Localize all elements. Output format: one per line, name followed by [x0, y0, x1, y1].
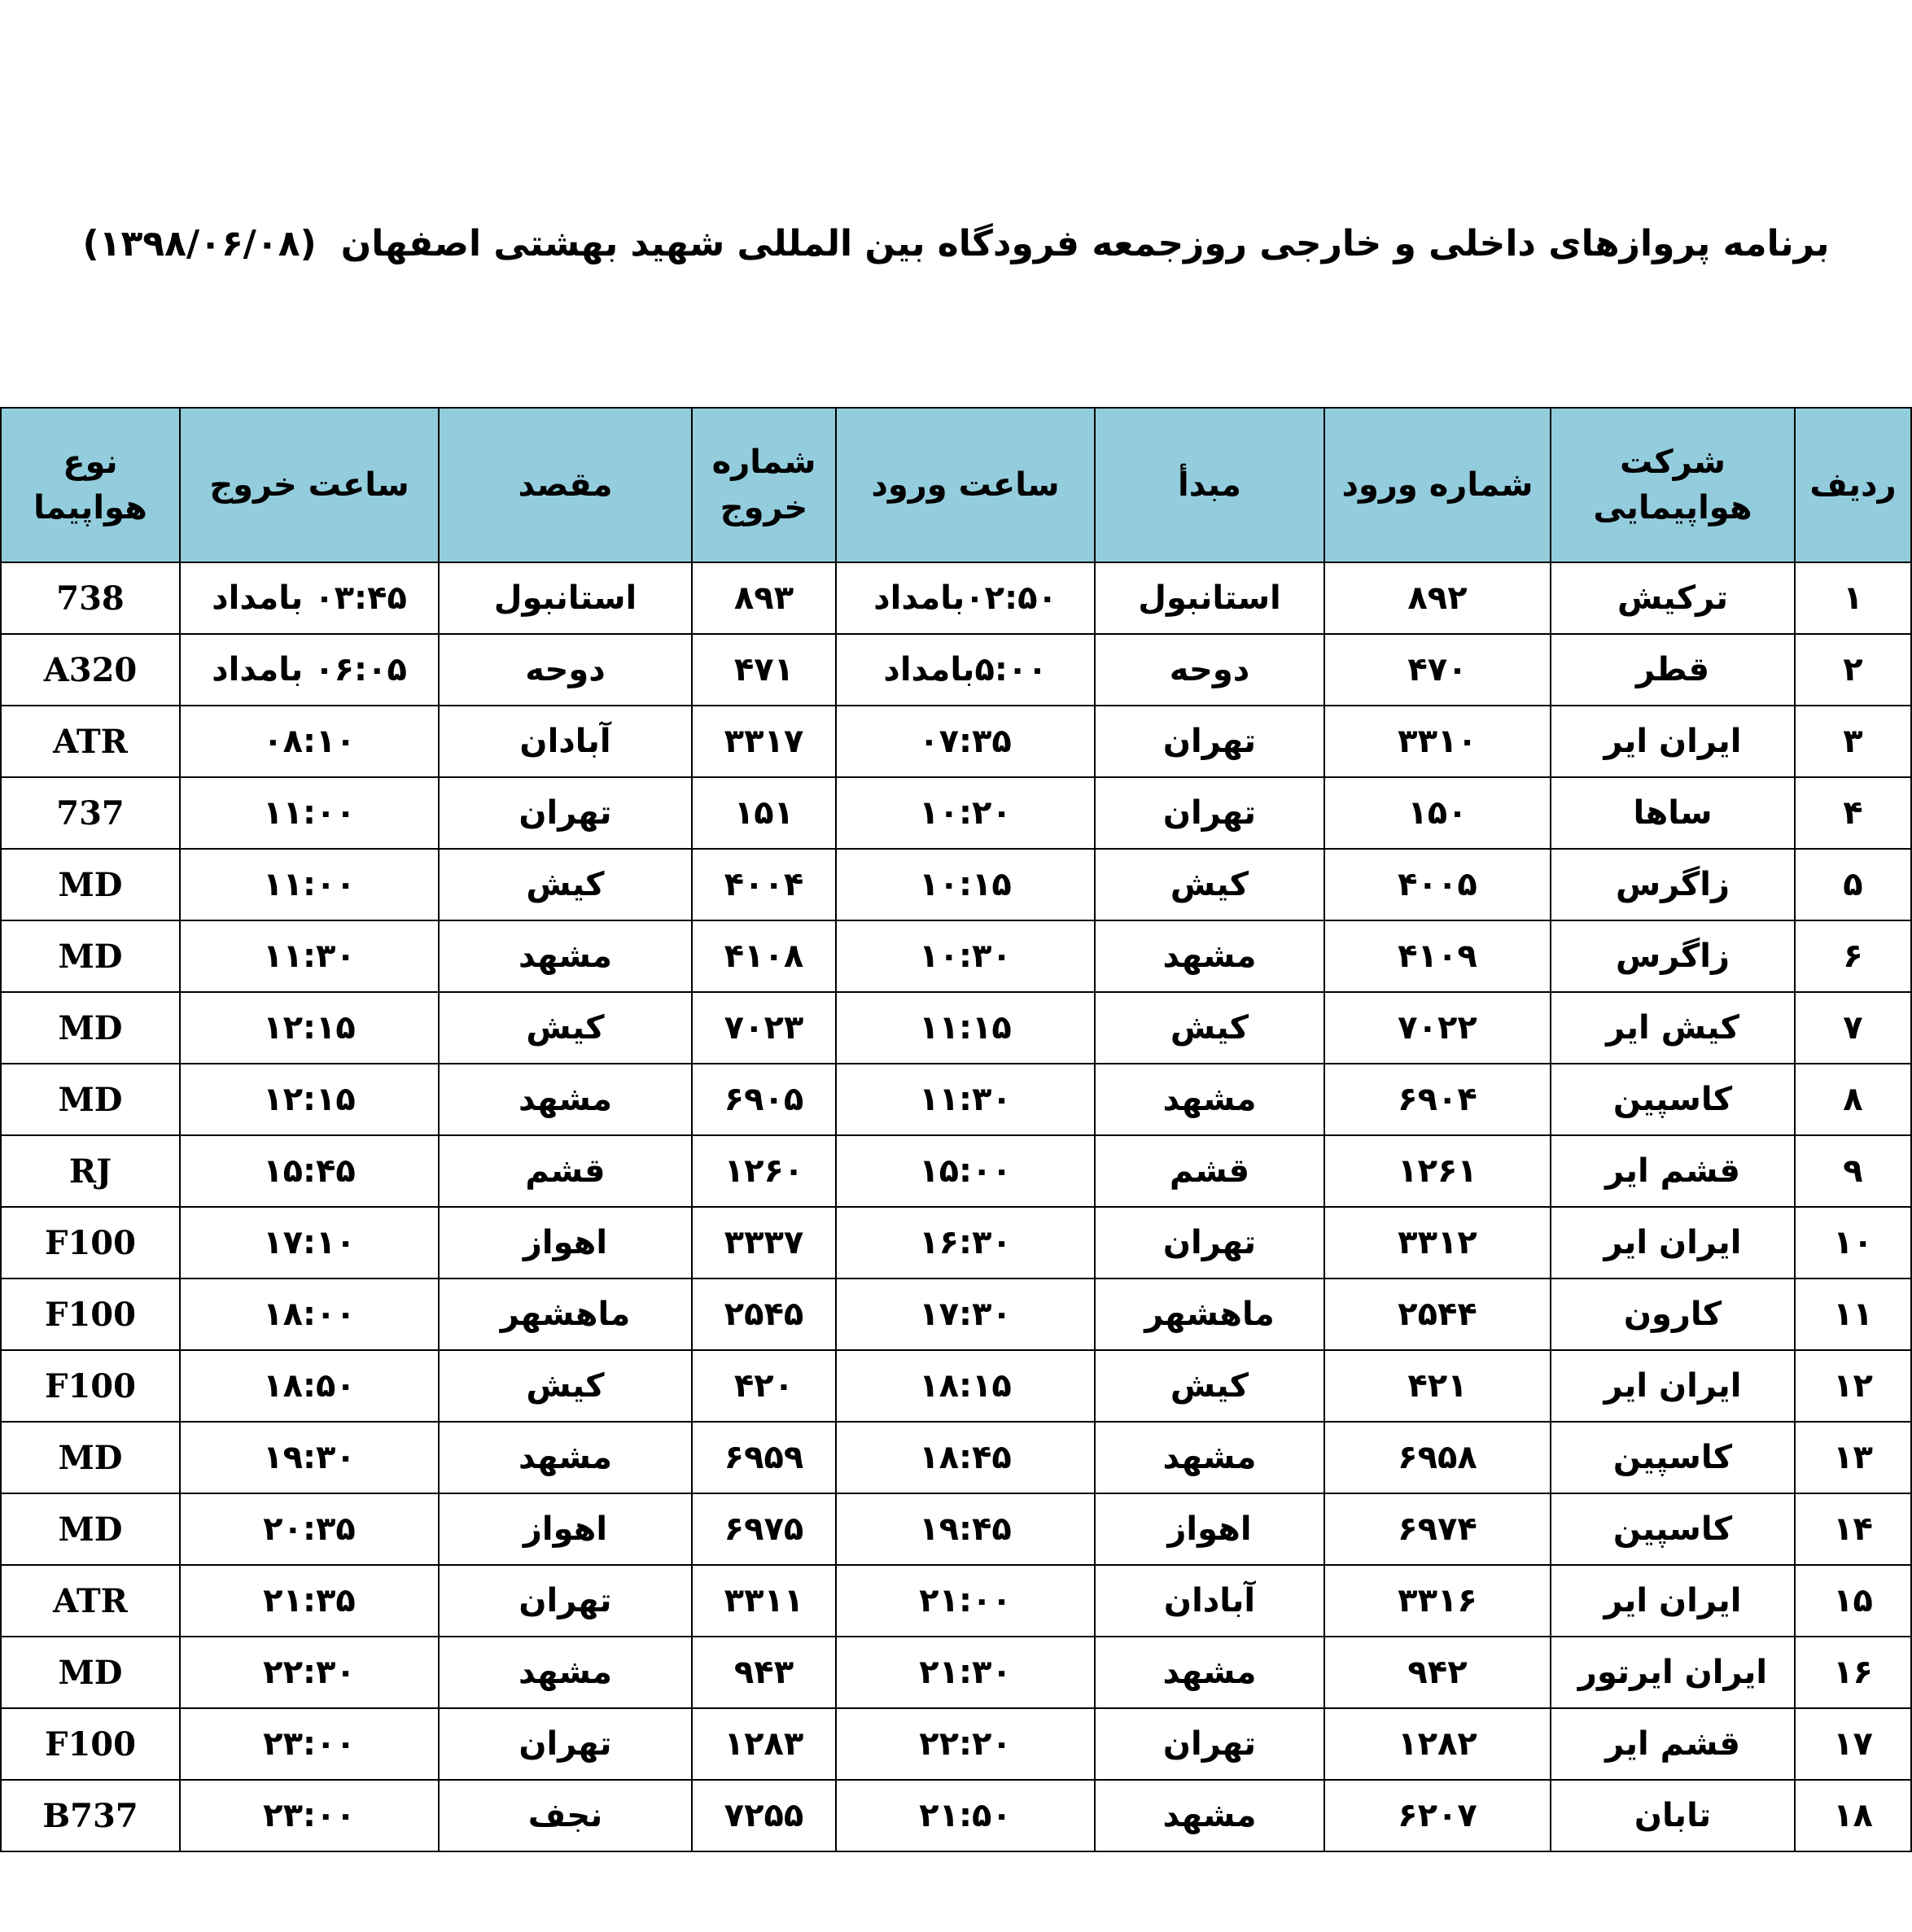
page-title — [0, 212, 1912, 277]
cell-aircraft-type: MD — [1, 1637, 180, 1708]
table-row — [1, 777, 1911, 849]
cell-departure-number: ۱۲۶۰ — [692, 1135, 836, 1207]
cell-destination: کیش — [439, 992, 692, 1064]
cell-departure-time: ۱۱:۰۰ — [180, 777, 439, 849]
cell-row-number: ۶ — [1795, 920, 1911, 992]
cell-destination: کیش — [439, 849, 692, 920]
cell-row-number: ۲ — [1795, 634, 1911, 706]
cell-airline: کارون — [1551, 1279, 1795, 1350]
table-row — [1, 562, 1911, 634]
cell-arrival-number: ۱۲۶۱ — [1324, 1135, 1551, 1207]
cell-origin: ماهشهر — [1095, 1279, 1324, 1350]
cell-destination: تهران — [439, 1565, 692, 1637]
cell-arrival-time: ۱۸:۱۵ — [836, 1350, 1095, 1422]
table-row — [1, 992, 1911, 1064]
cell-departure-time: ۱۸:۵۰ — [180, 1350, 439, 1422]
cell-destination: کیش — [439, 1350, 692, 1422]
cell-row-number: ۳ — [1795, 706, 1911, 777]
cell-row-number: ۴ — [1795, 777, 1911, 849]
cell-origin: مشهد — [1095, 1637, 1324, 1708]
cell-departure-time: ۰۳:۴۵ بامداد — [180, 562, 439, 634]
cell-aircraft-type: RJ — [1, 1135, 180, 1207]
header-arrival-time: ساعت ورود — [836, 408, 1095, 562]
cell-destination: دوحه — [439, 634, 692, 706]
cell-row-number: ۱۲ — [1795, 1350, 1911, 1422]
cell-row-number: ۱ — [1795, 562, 1911, 634]
cell-row-number: ۱۳ — [1795, 1422, 1911, 1493]
cell-row-number: ۱۷ — [1795, 1708, 1911, 1780]
cell-aircraft-type: 738 — [1, 562, 180, 634]
cell-row-number: ۷ — [1795, 992, 1911, 1064]
cell-departure-number: ۳۳۱۱ — [692, 1565, 836, 1637]
table-header-row — [1, 408, 1911, 562]
cell-aircraft-type: F100 — [1, 1708, 180, 1780]
table-row — [1, 1493, 1911, 1565]
cell-arrival-number: ۱۲۸۲ — [1324, 1708, 1551, 1780]
cell-aircraft-type: B737 — [1, 1780, 180, 1851]
table-body — [1, 562, 1911, 1851]
cell-departure-time: ۱۱:۰۰ — [180, 849, 439, 920]
cell-origin: کیش — [1095, 849, 1324, 920]
cell-origin: تهران — [1095, 777, 1324, 849]
cell-airline: قطر — [1551, 634, 1795, 706]
cell-row-number: ۹ — [1795, 1135, 1911, 1207]
cell-destination: نجف — [439, 1780, 692, 1851]
cell-departure-number: ۶۹۰۵ — [692, 1064, 836, 1135]
cell-departure-number: ۸۹۳ — [692, 562, 836, 634]
table-row — [1, 1422, 1911, 1493]
table-row — [1, 849, 1911, 920]
cell-destination: اهواز — [439, 1493, 692, 1565]
cell-arrival-number: ۴۷۰ — [1324, 634, 1551, 706]
cell-arrival-number: ۲۵۴۴ — [1324, 1279, 1551, 1350]
table-row — [1, 634, 1911, 706]
cell-aircraft-type: MD — [1, 1422, 180, 1493]
cell-arrival-time: ۱۰:۲۰ — [836, 777, 1095, 849]
cell-arrival-time: ۰۷:۳۵ — [836, 706, 1095, 777]
cell-departure-time: ۰۶:۰۵ بامداد — [180, 634, 439, 706]
cell-origin: دوحه — [1095, 634, 1324, 706]
cell-departure-number: ۴۱۰۸ — [692, 920, 836, 992]
cell-departure-time: ۱۲:۱۵ — [180, 1064, 439, 1135]
cell-airline: ایران ایرتور — [1551, 1637, 1795, 1708]
cell-origin: تهران — [1095, 706, 1324, 777]
cell-airline: ایران ایر — [1551, 1350, 1795, 1422]
cell-aircraft-type: A320 — [1, 634, 180, 706]
cell-arrival-time: ۱۵:۰۰ — [836, 1135, 1095, 1207]
cell-airline: قشم ایر — [1551, 1708, 1795, 1780]
header-row-number: ردیف — [1795, 408, 1911, 562]
cell-departure-number: ۴۷۱ — [692, 634, 836, 706]
cell-arrival-number: ۸۹۲ — [1324, 562, 1551, 634]
cell-origin: مشهد — [1095, 1780, 1324, 1851]
cell-departure-time: ۱۲:۱۵ — [180, 992, 439, 1064]
cell-arrival-number: ۶۹۰۴ — [1324, 1064, 1551, 1135]
cell-airline: کیش ایر — [1551, 992, 1795, 1064]
cell-row-number: ۵ — [1795, 849, 1911, 920]
cell-arrival-number: ۶۹۵۸ — [1324, 1422, 1551, 1493]
cell-aircraft-type: MD — [1, 1493, 180, 1565]
cell-row-number: ۱۰ — [1795, 1207, 1911, 1279]
cell-destination: ماهشهر — [439, 1279, 692, 1350]
cell-aircraft-type: MD — [1, 992, 180, 1064]
cell-departure-time: ۲۳:۰۰ — [180, 1708, 439, 1780]
table-row — [1, 1279, 1911, 1350]
cell-aircraft-type: MD — [1, 849, 180, 920]
cell-arrival-number: ۴۱۰۹ — [1324, 920, 1551, 992]
cell-arrival-number: ۹۴۲ — [1324, 1637, 1551, 1708]
cell-departure-time: ۲۰:۳۵ — [180, 1493, 439, 1565]
cell-arrival-time: ۱۷:۳۰ — [836, 1279, 1095, 1350]
flight-schedule-table — [0, 407, 1912, 1852]
cell-departure-number: ۳۳۳۷ — [692, 1207, 836, 1279]
cell-airline: تابان — [1551, 1780, 1795, 1851]
header-arrival-number: شماره ورود — [1324, 408, 1551, 562]
header-origin: مبدأ — [1095, 408, 1324, 562]
cell-origin: استانبول — [1095, 562, 1324, 634]
cell-aircraft-type: MD — [1, 920, 180, 992]
cell-arrival-time: ۱۱:۱۵ — [836, 992, 1095, 1064]
cell-departure-time: ۰۸:۱۰ — [180, 706, 439, 777]
cell-departure-time: ۱۵:۴۵ — [180, 1135, 439, 1207]
header-departure-time: ساعت خروج — [180, 408, 439, 562]
cell-origin: مشهد — [1095, 1064, 1324, 1135]
cell-row-number: ۱۶ — [1795, 1637, 1911, 1708]
cell-arrival-number: ۳۳۱۲ — [1324, 1207, 1551, 1279]
cell-origin: تهران — [1095, 1207, 1324, 1279]
cell-departure-time: ۱۹:۳۰ — [180, 1422, 439, 1493]
cell-origin: مشهد — [1095, 920, 1324, 992]
cell-arrival-time: ۱۶:۳۰ — [836, 1207, 1095, 1279]
cell-airline: ساها — [1551, 777, 1795, 849]
cell-destination: اهواز — [439, 1207, 692, 1279]
table-row — [1, 1565, 1911, 1637]
cell-arrival-number: ۶۲۰۷ — [1324, 1780, 1551, 1851]
cell-departure-number: ۴۲۰ — [692, 1350, 836, 1422]
cell-row-number: ۸ — [1795, 1064, 1911, 1135]
cell-departure-time: ۲۲:۳۰ — [180, 1637, 439, 1708]
cell-origin: قشم — [1095, 1135, 1324, 1207]
table-row — [1, 706, 1911, 777]
cell-arrival-number: ۶۹۷۴ — [1324, 1493, 1551, 1565]
cell-destination: آبادان — [439, 706, 692, 777]
cell-airline: ایران ایر — [1551, 1207, 1795, 1279]
cell-departure-number: ۶۹۵۹ — [692, 1422, 836, 1493]
cell-airline: ترکیش — [1551, 562, 1795, 634]
cell-origin: تهران — [1095, 1708, 1324, 1780]
cell-departure-time: ۲۳:۰۰ — [180, 1780, 439, 1851]
cell-arrival-time: ۲۱:۰۰ — [836, 1565, 1095, 1637]
cell-arrival-number: ۷۰۲۲ — [1324, 992, 1551, 1064]
cell-row-number: ۱۸ — [1795, 1780, 1911, 1851]
cell-departure-number: ۷۲۵۵ — [692, 1780, 836, 1851]
cell-departure-number: ۷۰۲۳ — [692, 992, 836, 1064]
table-row — [1, 1637, 1911, 1708]
cell-departure-number: ۹۴۳ — [692, 1637, 836, 1708]
header-departure-number: شماره خروج — [692, 408, 836, 562]
cell-destination: استانبول — [439, 562, 692, 634]
cell-airline: کاسپین — [1551, 1422, 1795, 1493]
cell-arrival-time: ۱۹:۴۵ — [836, 1493, 1095, 1565]
cell-departure-number: ۱۲۸۳ — [692, 1708, 836, 1780]
cell-origin: کیش — [1095, 1350, 1324, 1422]
cell-aircraft-type: F100 — [1, 1279, 180, 1350]
cell-aircraft-type: ATR — [1, 1565, 180, 1637]
cell-arrival-time: ۵:۰۰بامداد — [836, 634, 1095, 706]
cell-arrival-time: ۲۲:۲۰ — [836, 1708, 1095, 1780]
cell-departure-time: ۱۷:۱۰ — [180, 1207, 439, 1279]
cell-arrival-time: ۲۱:۳۰ — [836, 1637, 1095, 1708]
cell-arrival-number: ۴۰۰۵ — [1324, 849, 1551, 920]
cell-arrival-time: ۱۱:۳۰ — [836, 1064, 1095, 1135]
cell-aircraft-type: F100 — [1, 1207, 180, 1279]
cell-arrival-number: ۳۳۱۶ — [1324, 1565, 1551, 1637]
table-row — [1, 1350, 1911, 1422]
cell-arrival-time: ۰۲:۵۰بامداد — [836, 562, 1095, 634]
cell-arrival-number: ۱۵۰ — [1324, 777, 1551, 849]
table-row — [1, 1207, 1911, 1279]
cell-departure-number: ۴۰۰۴ — [692, 849, 836, 920]
cell-aircraft-type: F100 — [1, 1350, 180, 1422]
cell-destination: تهران — [439, 777, 692, 849]
cell-destination: مشهد — [439, 1064, 692, 1135]
cell-origin: کیش — [1095, 992, 1324, 1064]
title-date: (۱۳۹۸/۰۶/۰۸) — [82, 223, 317, 264]
cell-departure-number: ۲۵۴۵ — [692, 1279, 836, 1350]
cell-destination: تهران — [439, 1708, 692, 1780]
cell-arrival-number: ۳۳۱۰ — [1324, 706, 1551, 777]
cell-departure-time: ۱۸:۰۰ — [180, 1279, 439, 1350]
table-row — [1, 1064, 1911, 1135]
cell-origin: آبادان — [1095, 1565, 1324, 1637]
cell-airline: کاسپین — [1551, 1064, 1795, 1135]
cell-destination: مشهد — [439, 920, 692, 992]
cell-departure-time: ۱۱:۳۰ — [180, 920, 439, 992]
cell-aircraft-type: MD — [1, 1064, 180, 1135]
cell-airline: زاگرس — [1551, 920, 1795, 992]
cell-airline: ایران ایر — [1551, 706, 1795, 777]
cell-destination: قشم — [439, 1135, 692, 1207]
cell-arrival-time: ۲۱:۵۰ — [836, 1780, 1095, 1851]
table-row — [1, 1708, 1911, 1780]
cell-airline: قشم ایر — [1551, 1135, 1795, 1207]
cell-departure-number: ۳۳۱۷ — [692, 706, 836, 777]
cell-airline: کاسپین — [1551, 1493, 1795, 1565]
header-airline: شرکت هواپیمایی — [1551, 408, 1795, 562]
cell-arrival-time: ۱۸:۴۵ — [836, 1422, 1095, 1493]
cell-arrival-time: ۱۰:۳۰ — [836, 920, 1095, 992]
cell-departure-number: ۶۹۷۵ — [692, 1493, 836, 1565]
cell-arrival-time: ۱۰:۱۵ — [836, 849, 1095, 920]
header-destination: مقصد — [439, 408, 692, 562]
cell-departure-number: ۱۵۱ — [692, 777, 836, 849]
cell-origin: مشهد — [1095, 1422, 1324, 1493]
title-text: برنامه پروازهای داخلی و خارجی روزجمعه فرودگاه بین المللی شهید بهشتی اصفهان — [340, 223, 1830, 264]
cell-row-number: ۱۴ — [1795, 1493, 1911, 1565]
cell-row-number: ۱۵ — [1795, 1565, 1911, 1637]
table-row — [1, 1780, 1911, 1851]
cell-airline: ایران ایر — [1551, 1565, 1795, 1637]
cell-aircraft-type: 737 — [1, 777, 180, 849]
cell-airline: زاگرس — [1551, 849, 1795, 920]
cell-aircraft-type: ATR — [1, 706, 180, 777]
cell-destination: مشهد — [439, 1637, 692, 1708]
table-row — [1, 1135, 1911, 1207]
cell-row-number: ۱۱ — [1795, 1279, 1911, 1350]
cell-destination: مشهد — [439, 1422, 692, 1493]
cell-departure-time: ۲۱:۳۵ — [180, 1565, 439, 1637]
cell-origin: اهواز — [1095, 1493, 1324, 1565]
cell-arrival-number: ۴۲۱ — [1324, 1350, 1551, 1422]
table-row — [1, 920, 1911, 992]
header-aircraft-type: نوع هواپیما — [1, 408, 180, 562]
